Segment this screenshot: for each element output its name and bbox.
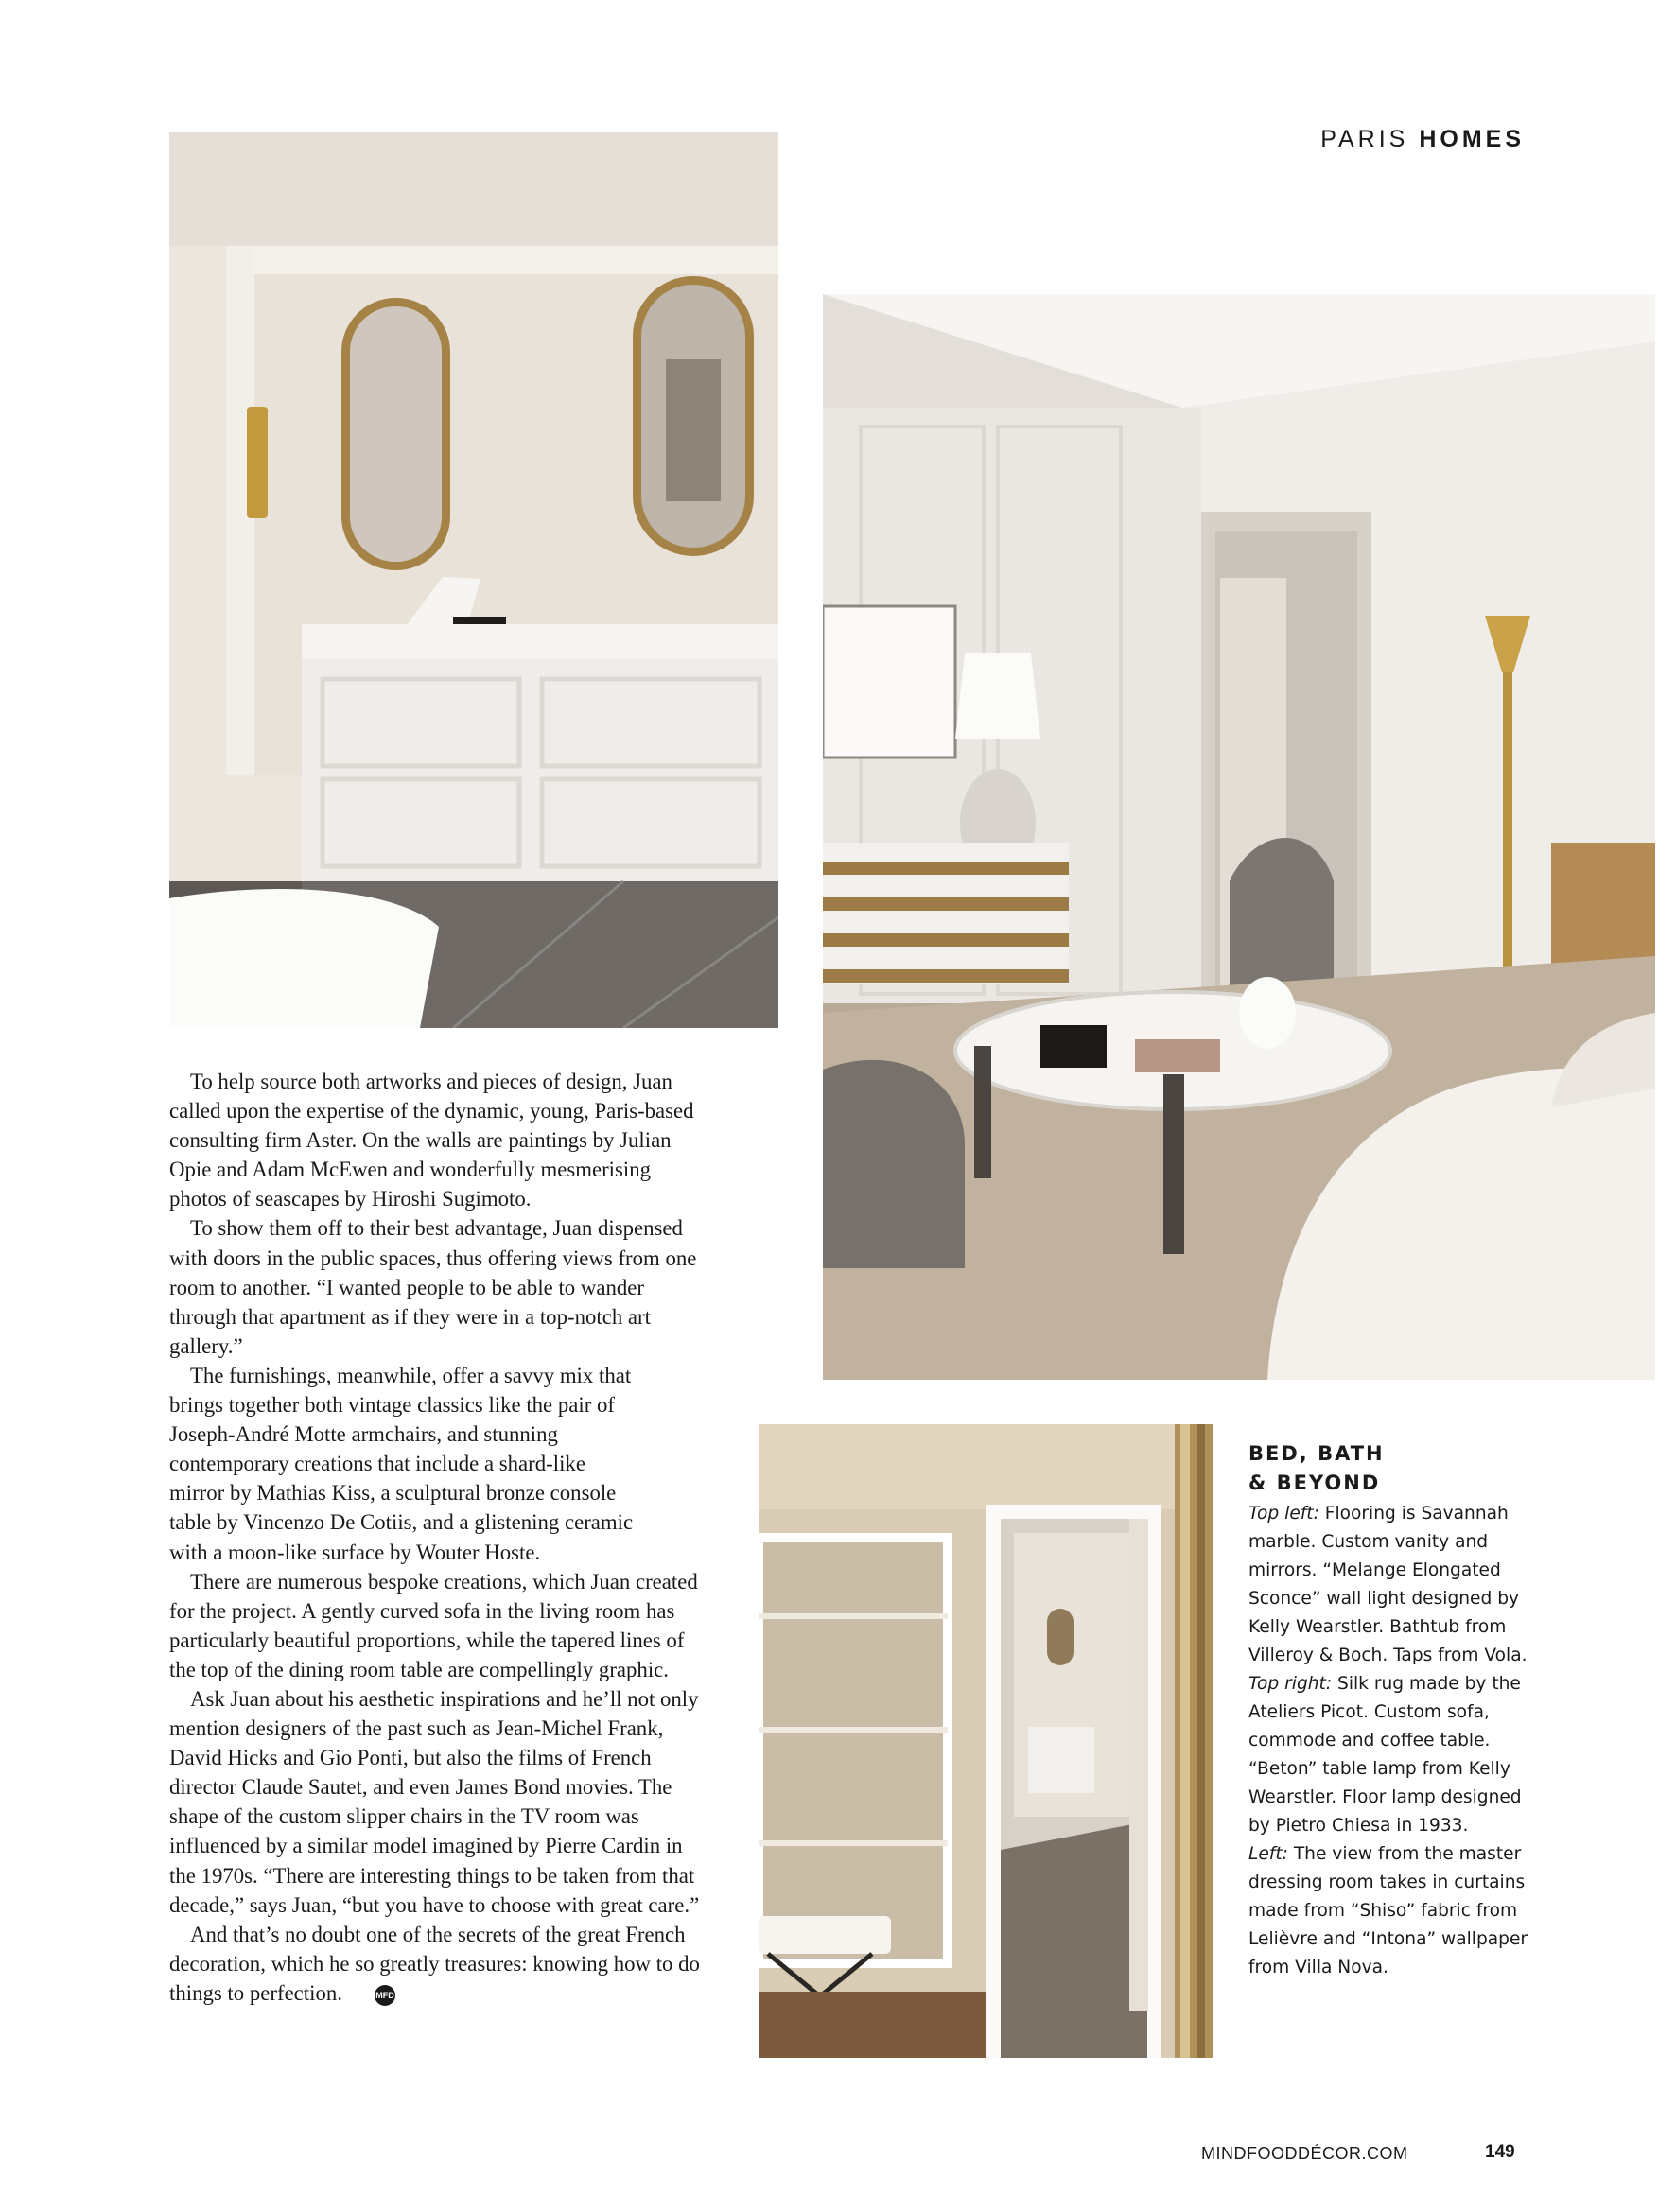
article-paragraph-last (169, 1920, 707, 2008)
caption-item-left (1248, 1840, 1532, 1982)
mirror-right (633, 276, 754, 556)
artwork-frame (823, 606, 955, 758)
caption-lead: Top right: (1248, 1674, 1333, 1694)
article-paragraph: There are numerous bespoke creations, which Juan created for the project. A gently curved sofa in the living room has particularly beautiful proportions, while the tapered lines of the top of the dining room table are compellingly graphic. (169, 1569, 698, 1681)
mirror-panels (759, 1538, 948, 1963)
caption-text: Silk rug made by the Ateliers Picot. Custom sofa, commode and coffee table. “Beton” table lamp from Kelly Wearstler. Floor lamp designed by Pietro Chiesa in 1933. (1248, 1674, 1522, 1836)
article-paragraph: The furnishings, meanwhile, offer a savvy mix that brings together both vintage classics like the pair of Joseph-André Motte armchairs, and stunning contemporary creations that include a shard-like mirror by Mathias Kiss, a sculptural bronze console table by Vincenzo De Cotiis, and a glistening ceramic with a moon-like surface by Wouter Hoste. (169, 1363, 634, 1564)
page-number: 149 (1485, 2142, 1515, 2162)
caption-lead: Left: (1248, 1844, 1288, 1864)
section-label (1230, 126, 1525, 153)
section-label-light: PARIS (1320, 126, 1409, 152)
striped-commode (823, 843, 1069, 984)
bathroom-photo (169, 132, 778, 1028)
caption-text: Flooring is Savannah marble. Custom vanity and mirrors. “Melange Elongated Sconce” wall light designed by Kelly Wearstler. Bathtub from Villeroy & Boch. Taps from Vola. (1248, 1504, 1528, 1665)
caption-lead: Top left: (1248, 1504, 1319, 1524)
article-paragraph: To show them off to their best advantage, Juan dispensed with doors in the public spaces, thus offering views from one room to another. “I wanted people to be able to wander through that apartment as if they were in a top-notch art gallery.” (169, 1216, 697, 1358)
living-room-photo (823, 294, 1655, 1380)
caption-item-top-right (1248, 1670, 1532, 1840)
section-label-bold: HOMES (1419, 126, 1525, 152)
article-paragraph: Ask Juan about his aesthetic inspirations and he’ll not only mention designers of the past such as Jean-Michel Frank, David Hicks and Gio Ponti, but also the films of French director Claude Sautet, and even James Bond movies. The shape of the custom slipper chairs in the TV room was influenced by a similar model imagined by Pierre Cardin in the 1970s. “There are interesting things to be taken from that decade,” says Juan, “but you have to choose with great care.” (169, 1686, 700, 1917)
end-mark-icon: MFD (375, 1985, 395, 2006)
article-body (169, 1067, 707, 2008)
footer-website: MINDFOODDÉCOR.COM (1201, 2144, 1408, 2163)
wall-sconce (247, 407, 268, 518)
caption-title (1248, 1439, 1532, 1498)
caption-title-line1: BED, BATH (1248, 1442, 1385, 1465)
dressing-room-photo (759, 1424, 1213, 2058)
caption-item-top-left (1248, 1500, 1532, 1670)
photo-caption (1248, 1439, 1532, 1982)
caption-text: The view from the master dressing room takes in curtains made from “Shiso” fabric from Lelièvre and “Intona” wallpaper from Villa Nova. (1248, 1844, 1528, 1977)
article-paragraph-text: And that’s no doubt one of the secrets of the great French decoration, which he so greatly treasures: knowing how to do things to perfection. (169, 1922, 700, 2005)
mirror-left (341, 298, 450, 570)
article-paragraph: To help source both artworks and pieces of design, Juan called upon the expertise of the dynamic, young, Paris-based consulting firm Aster. On the walls are paintings by Julian Opie and Adam McEwen and wonderfully mesmerising photos of seascapes by Hiroshi Sugimoto. (169, 1070, 694, 1211)
caption-title-line2: & BEYOND (1248, 1472, 1381, 1494)
